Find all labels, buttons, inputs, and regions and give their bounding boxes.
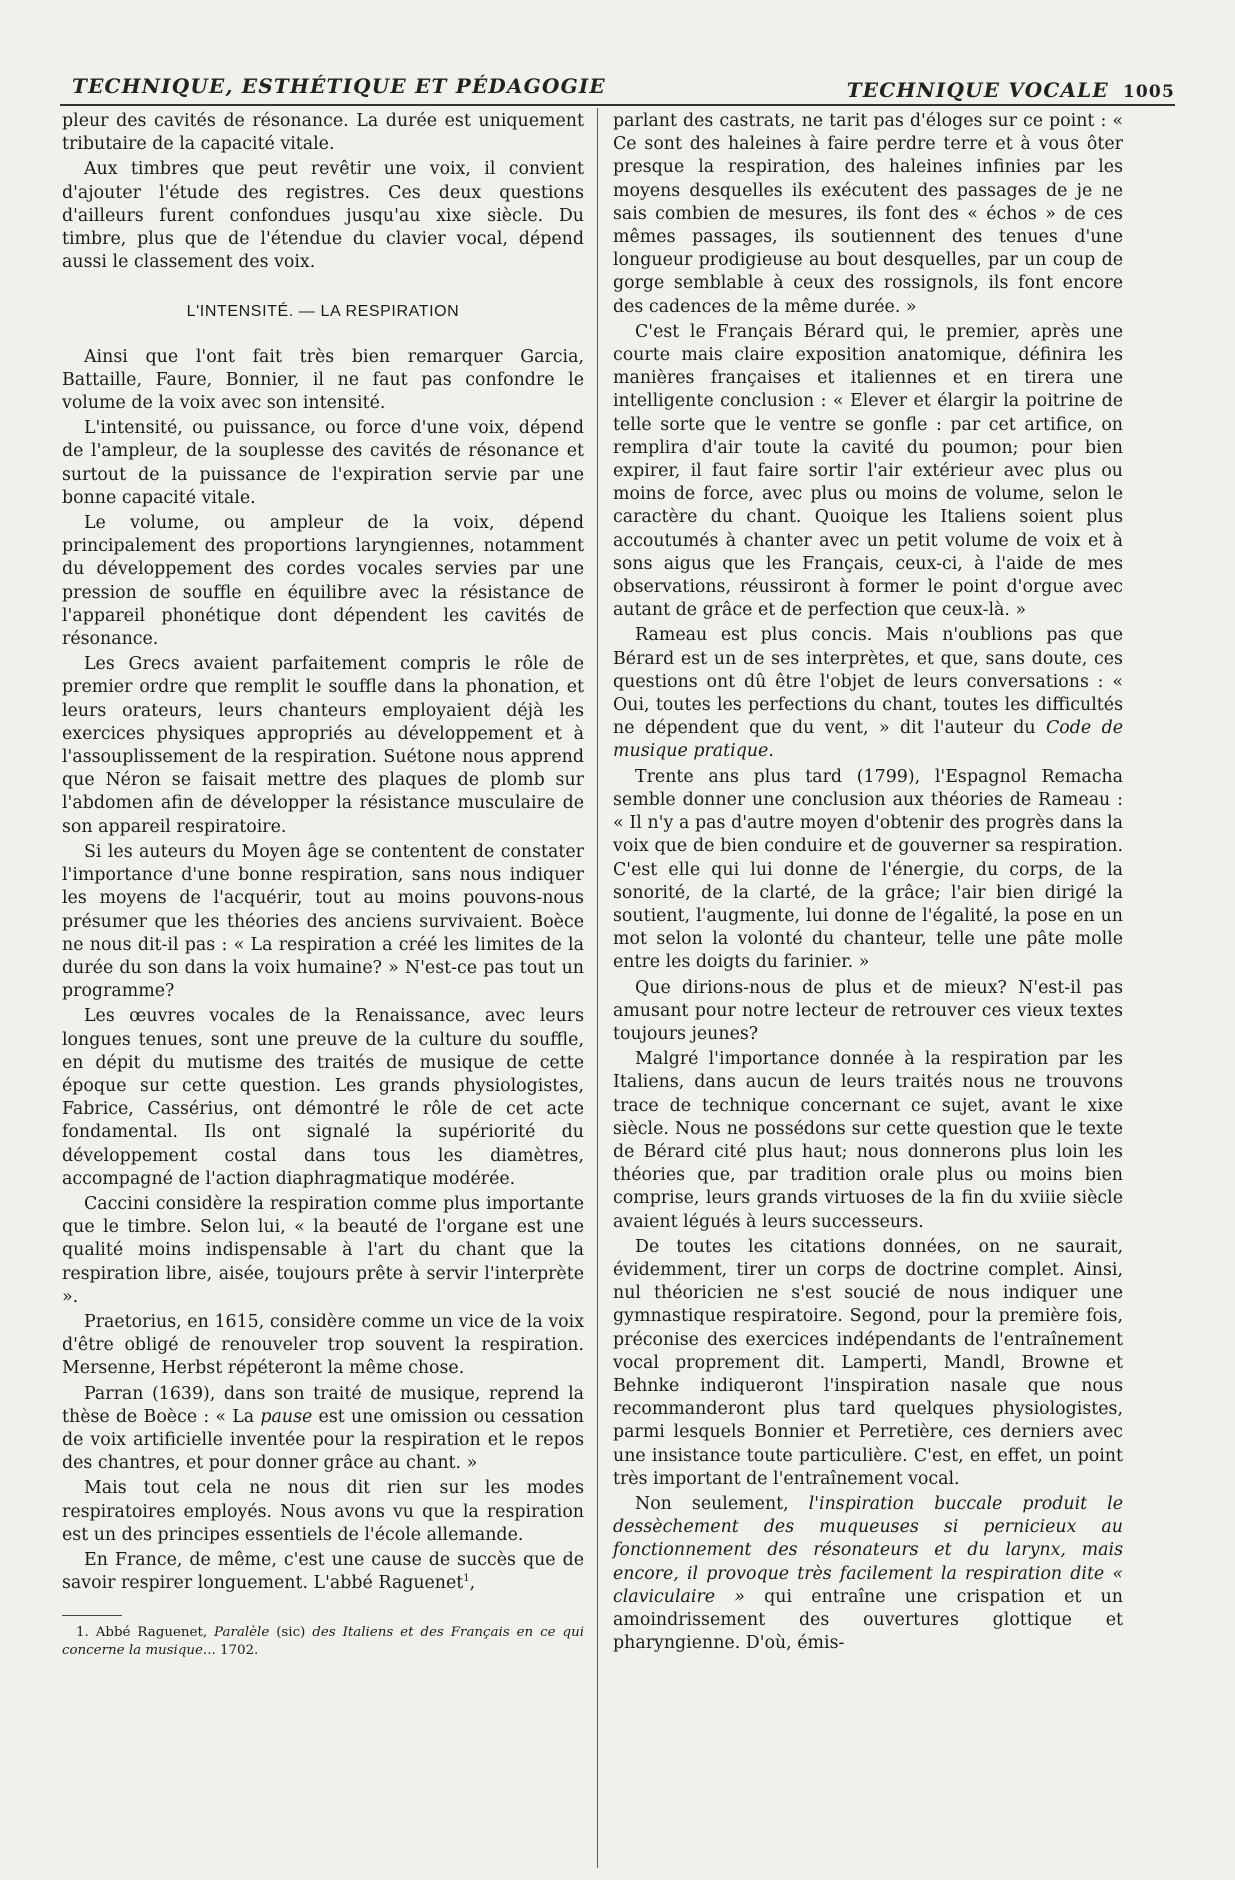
footnote-text: (sic) [269, 1625, 313, 1641]
italic-title: Code de musique pratique [613, 718, 1123, 762]
paragraph: Que dirions-nous de plus et de mieux? N'est-il pas amusant pour notre lecteur de retrouver ces vieux textes toujours jeunes? [613, 977, 1123, 1044]
paragraph-text: qui entraîne une crispation et un amoindrissement des ouvertures glottique et pharyngienne. D'où, émis- [613, 1586, 1123, 1654]
header-rule [60, 104, 1175, 106]
paragraph-text: Non seulement, [635, 1493, 809, 1514]
footnote-text: 1. Abbé Raguenet, [76, 1625, 215, 1641]
paragraph: Malgré l'importance donnée à la respiration par les Italiens, dans aucun de leurs traités nous ne trouvons trace de technique concernant ce sujet, avant le xixe siècle. Nous ne possédons sur cette question que le texte de Bérard cité plus haut; nous donnerons plus loin les théories que, par tradition orale plus ou moins bien comprise, leurs grands virtuoses de la fin du xviiie siècle avaient légués à leurs successeurs. [613, 1049, 1123, 1232]
paragraph: Les œuvres vocales de la Renaissance, avec leurs longues tenues, sont une preuve de la culture du souffle, en dépit du mutisme des traités de musique de cette époque sur cette question. Les grands physiologistes, Fabrice, Cassérius, ont démontré le rôle de cet acte fondamental. Ils ont signalé la supériorité du développement costal dans tous les diamètres, accompagné de l'action diaphragmatique modérée. [62, 1006, 584, 1189]
right-column [613, 110, 1123, 1657]
section-heading: L'INTENSITÉ. — LA RESPIRATION [186, 303, 460, 321]
paragraph: Le volume, ou ampleur de la voix, dépend principalement des proportions laryngiennes, notamment du développement des cordes vocales servies par une pression de souffle en équilibre avec la résistance de l'appareil phonétique dont dépendent les cavités de résonance. [62, 513, 584, 650]
footnote-italic: des Italiens et des Français en ce qui concerne la musique... [62, 1625, 584, 1659]
paragraph: Les Grecs avaient parfaitement compris le rôle de premier ordre que remplit le souffle dans la phonation, et leurs orateurs, leurs chanteurs employaient déjà les exercices physiques appropriés au développement et à l'assouplissement de la respiration. Suétone nous apprend que Néron se faisait mettre des plaques de plomb sur l'abdomen afin de développer la résistance musculaire de son appareil respiratoire. [62, 654, 584, 837]
footnote-rule [62, 1615, 122, 1616]
paragraph [613, 1493, 1123, 1655]
footnote-italic: Paralèle [214, 1625, 270, 1641]
paragraph [613, 624, 1123, 763]
footnote [62, 1624, 584, 1660]
paragraph: C'est le Français Bérard qui, le premier, après une courte mais claire exposition anatomique, définira les manières françaises et italiennes et en tirera une intelligente conclusion : « Elever et élargir la poitrine de telle sorte que le ventre se gonfle : par cet artifice, on remplira d'air toute la cavité du poumon; pour bien expirer, il faut faire sortir l'air extérieur avec plus ou moins de force, avec plus ou moins de volume, selon le caractère du chant. Quoique les Italiens soient plus accoutumés à chanter avec un petit volume de voix et à sons aigus que les Français, ceux-ci, à l'aide de mes observations, réussiront à former le point d'orgue avec autant de grâce et de perfection que ceux-là. » [613, 321, 1123, 621]
running-header-right [847, 78, 1175, 102]
paragraph: En France, de même, c'est une cause de succès que de savoir respirer longuement. L'abbé Raguenet$^1$, [62, 1549, 584, 1594]
paragraph [62, 1383, 584, 1476]
paragraph: L'intensité, ou puissance, ou force d'une voix, dépend de l'ampleur, de la souplesse des cavités de résonance et surtout de la puissance de l'expiration servie par une bonne capacité vitale. [62, 418, 584, 508]
paragraph-text: Parran (1639), dans son traité de musique, reprend la thèse de Boèce : « La [62, 1383, 584, 1427]
paragraph-text: Rameau est plus concis. Mais n'oublions pas que Bérard est un de ses interprètes, et que, sans doute, ces questions ont dû être l'objet de leurs conversations : « Oui, toutes les perfections du chant, toutes les difficultés ne dépendent que du vent, » dit l'auteur du [613, 625, 1123, 739]
italic-passage: l'inspiration buccale produit le dessèchement des muqueuses si pernicieux au fonctionnement des résonateurs et du larynx, mais encore, il provoque très facilement la respiration dite « claviculaire » [613, 1493, 1123, 1607]
paragraph: Trente ans plus tard (1799), l'Espagnol Remacha semble donner une conclusion aux théories de Rameau : « Il n'y a pas d'autre moyen d'obtenir des progrès dans la voix que de bien conduire et de gouverner sa respiration. C'est elle qui lui donne de l'énergie, du corps, de la sonorité, de la clarté, de la grâce; l'air bien dirigé la soutient, l'augmente, lui donne de l'égalité, la pose en un mot selon la volonté du chanteur, telle une pâte molle entre les doigts du farinier. » [613, 766, 1123, 973]
paragraph: Si les auteurs du Moyen âge se contentent de constater l'importance d'une bonne respiration, sans nous indiquer les moyens de l'acquérir, tout au moins pouvons-nous présumer que les théories des anciens survivaient. Boèce ne nous dit-il pas : « La respiration a créé les limites de la durée du son dans la voix humaine? » N'est-ce pas tout un programme? [62, 841, 584, 1002]
left-column [62, 110, 584, 1660]
italic-term: pause [260, 1406, 313, 1427]
paragraph-text: En France, de même, c'est une cause de succès que de savoir respirer longuement. L'abbé Raguenet [62, 1549, 584, 1594]
running-header-title: TECHNIQUE VOCALE [846, 78, 1109, 102]
paragraph: Praetorius, en 1615, considère comme un vice de la voix d'être obligé de renouveler trop souvent la respiration. Mersenne, Herbst répéteront la même chose. [62, 1311, 584, 1379]
paragraph: De toutes les citations données, on ne saurait, évidemment, tirer un corps de doctrine complet. Ainsi, nul théoricien ne s'est soucié de nous indiquer une gymnastique respiratoire. Segond, pour la première fois, préconise des exercices indépendants de l'entraînement vocal proprement dit. Lamperti, Mandl, Browne et Behnke indiqueront l'inspiration nasale que nous recommanderont plus tard quelques physiologistes, parmi lesquels Bonnier et Perretière, ces derniers avec une insistance toute particulière. C'est, en effet, un point très important de l'entraînement vocal. [613, 1236, 1123, 1489]
paragraph-text: . [768, 741, 774, 762]
footnote-ref: 1 [463, 1573, 470, 1585]
page-number: 1005 [1122, 82, 1175, 102]
paragraph: Caccini considère la respiration comme plus importante que le timbre. Selon lui, « la beauté de l'organe est une qualité moins indispensable à l'art du chant que la respiration libre, aisée, toujours prête à servir l'interprète ». [62, 1193, 584, 1307]
running-header-left: TECHNIQUE, ESTHÉTIQUE ET PÉDAGOGIE [72, 74, 606, 98]
paragraph: pleur des cavités de résonance. La durée est uniquement tributaire de la capacité vitale. [62, 111, 584, 155]
paragraph-text: est une omission ou cessation de voix artificielle inventée pour la respiration et le repos des chantres, et pour donner grâce au chant. » [62, 1406, 585, 1474]
column-divider [597, 108, 598, 1868]
paragraph: Ainsi que l'ont fait très bien remarquer Garcia, Battaille, Faure, Bonnier, il ne faut pas confondre le volume de la voix avec son intensité. [62, 346, 584, 414]
paragraph: parlant des castrats, ne tarit pas d'éloges sur ce point : « Ce sont des haleines à faire perdre terre et à vous ôter presque la respiration, des haleines infinies par les moyens desquelles ils exécutent des passages de je ne sais combien de mesures, ils font des « échos » de ces mêmes passages, ils soutiennent des tenues d'une longueur prodigieuse au bout desquelles, par un coup de gorge semblable à ceux des rossignols, ils font encore des cadences de la même durée. » [613, 111, 1123, 317]
paragraph: Aux timbres que peut revêtir une voix, il convient d'ajouter l'étude des registres. Ces deux questions d'ailleurs furent confondues jusqu'au xixe siècle. Du timbre, plus que de l'étendue du clavier vocal, dépend aussi le classement des voix. [62, 159, 584, 273]
footnote-text: 1702. [215, 1643, 259, 1659]
paragraph: Mais tout cela ne nous dit rien sur les modes respiratoires employés. Nous avons vu que la respiration est un des principes essentiels de l'école allemande. [62, 1478, 584, 1545]
